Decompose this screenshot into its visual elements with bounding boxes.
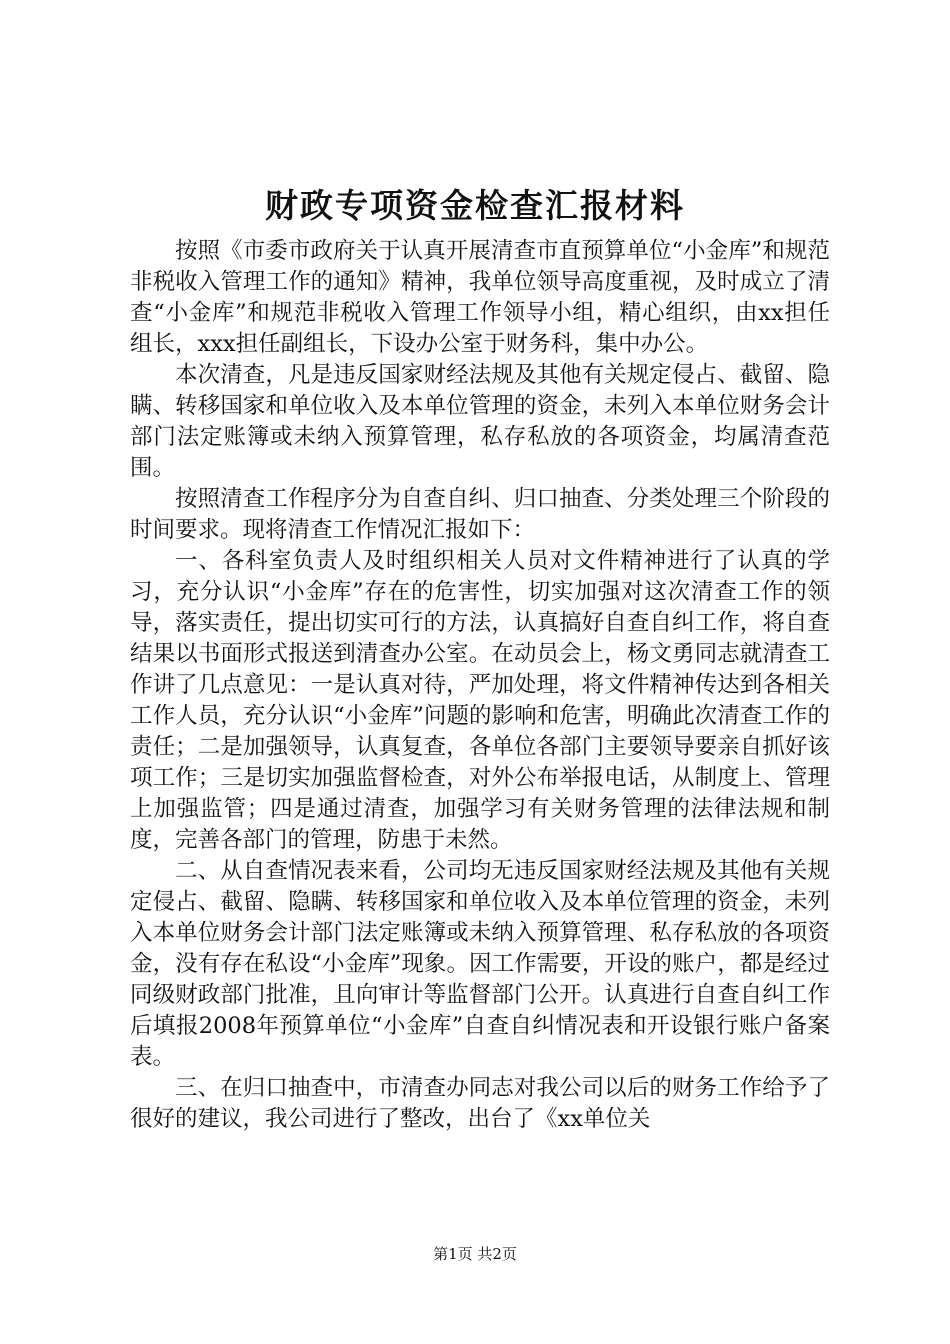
page-number-footer: 第1页 共2页 [433, 1245, 517, 1263]
paragraph: 二、从自查情况表来看，公司均无违反国家财经法规及其他有关规定侵占、截留、隐瞒、转移国家和单位收入及本单位管理的资金，未列入本单位财务会计部门法定账簿或未纳入预算管理、私存私放的各项资金，没有存在私设“小金库”现象。因工作需要，开设的账户，都是经过同级财政部门批准，且向审计等监督部门公开。认真进行自查自纠工作后填报2008年预算单位“小金库”自查自纠情况表和开设银行账户备案表。 [130, 858, 830, 1070]
paragraph: 按照清查工作程序分为自查自纠、归口抽查、分类处理三个阶段的时间要求。现将清查工作情况汇报如下： [130, 486, 830, 543]
document-title: 财政专项资金检查汇报材料 [265, 186, 685, 225]
paragraph: 一、各科室负责人及时组织相关人员对文件精神进行了认真的学习，充分认识“小金库”存在的危害性，切实加强对这次清查工作的领导，落实责任，提出切实可行的方法，认真搞好自查自纠工作，将自查结果以书面形式报送到清查办公室。在动员会上，杨文勇同志就清查工作讲了几点意见：一是认真对待，严加处理，将文件精神传达到各相关工作人员，充分认识“小金库”问题的影响和危害，明确此次清查工作的责任；二是加强领导，认真复查，各单位各部门主要领导要亲自抓好该项工作；三是切实加强监督检查，对外公布举报电话，从制度上、管理上加强监管；四是通过清查，加强学习有关财务管理的法律法规和制度，完善各部门的管理，防患于未然。 [130, 548, 830, 853]
document-body [130, 236, 830, 1135]
paragraph: 三、在归口抽查中，市清查办同志对我公司以后的财务工作给予了很好的建议，我公司进行了整改，出台了《xx单位关 [130, 1075, 830, 1132]
paragraph: 按照《市委市政府关于认真开展清查市直预算单位“小金库”和规范非税收入管理工作的通知》精神，我单位领导高度重视，及时成立了清查“小金库”和规范非税收入管理工作领导小组，精心组织，由xx担任组长，xxx担任副组长，下设办公室于财务科，集中办公。 [130, 238, 830, 357]
paragraph: 本次清查，凡是违反国家财经法规及其他有关规定侵占、截留、隐瞒、转移国家和单位收入及本单位管理的资金，未列入本单位财务会计部门法定账簿或未纳入预算管理，私存私放的各项资金，均属清查范围。 [130, 362, 830, 481]
